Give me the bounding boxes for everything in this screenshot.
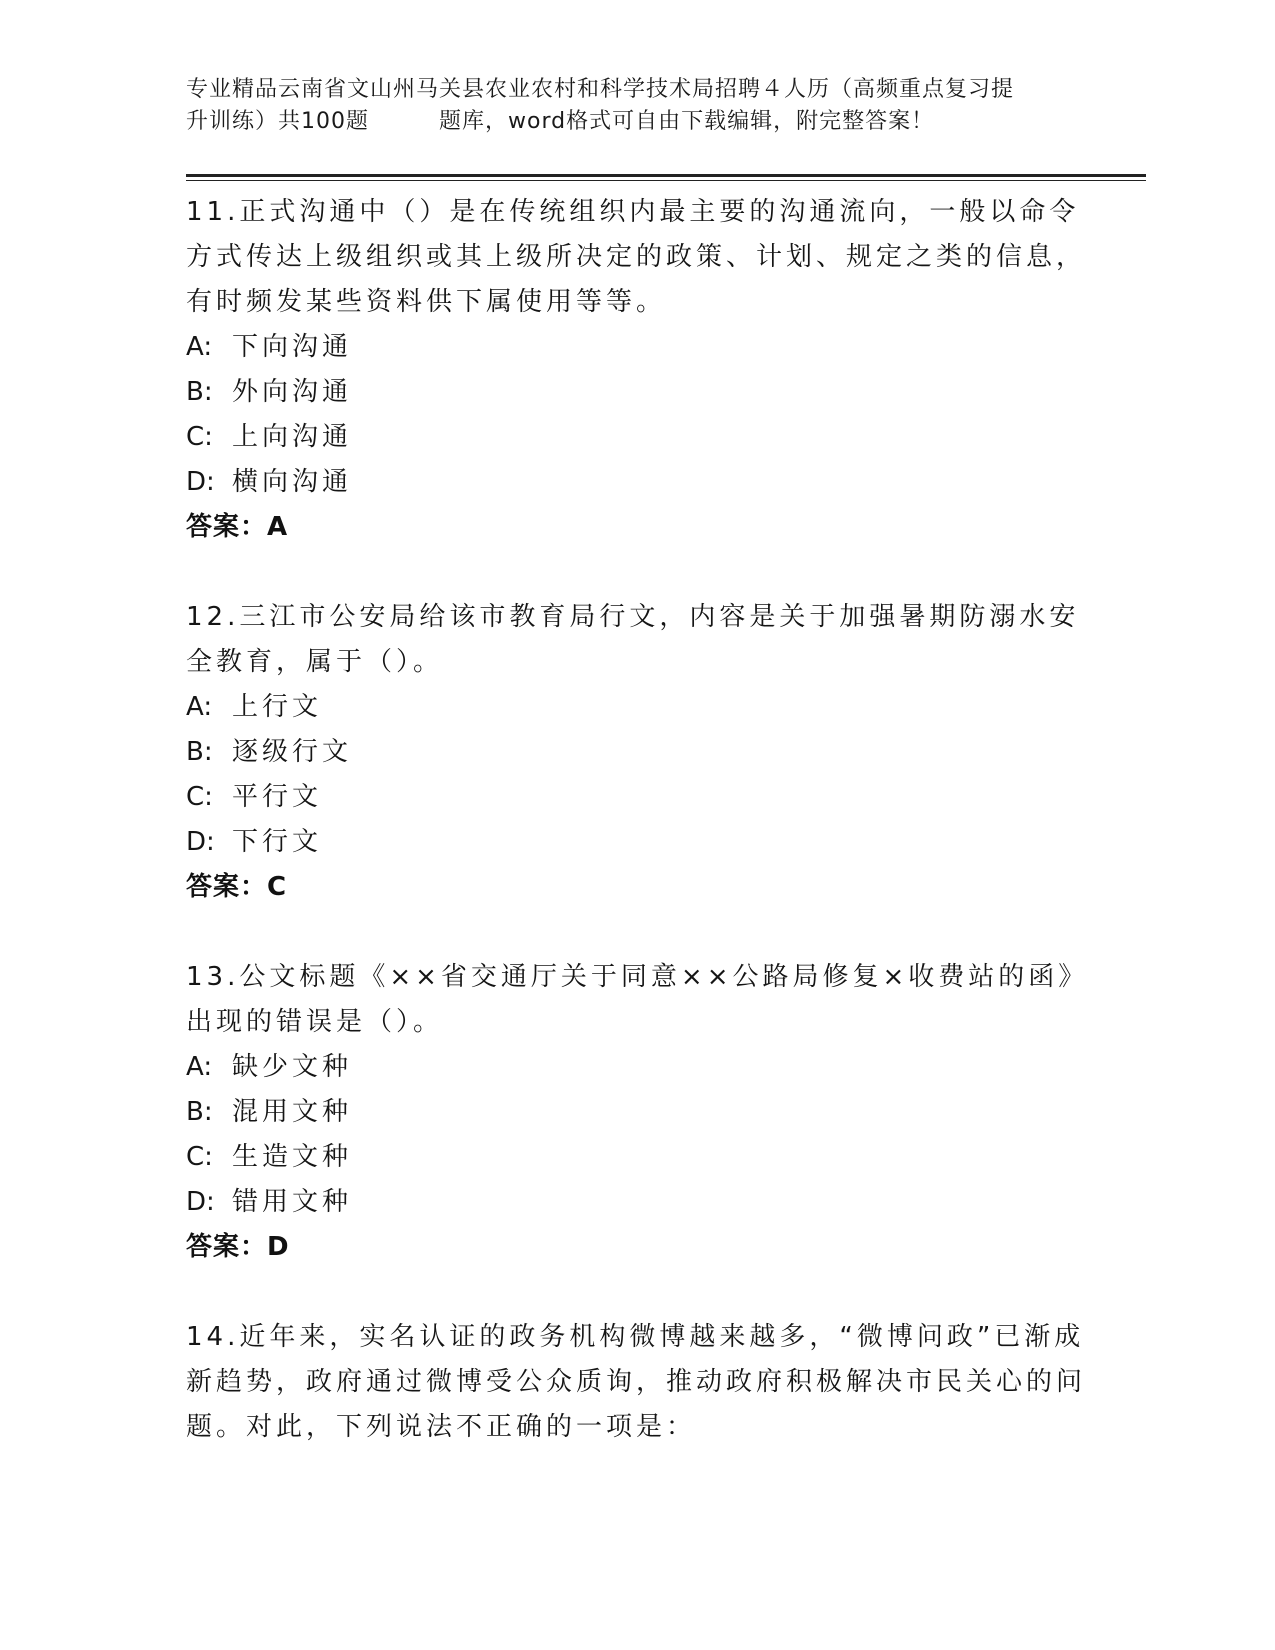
header-divider-thin (186, 180, 1146, 181)
question-stem: 13.公文标题《××省交通厅关于同意××公路局修复×收费站的函》出现的错误是（）。 (186, 962, 1076, 1037)
option-d (186, 1180, 1086, 1225)
question-stem: 14.近年来，实名认证的政务机构微博越来越多，“微博问政”已渐成新趋势，政府通过微博受公众质询，推动政府积极解决市民关心的问题。对此，下列说法不正确的一项是： (186, 1322, 1087, 1442)
option-key: B: (186, 377, 213, 407)
answer-line: 答案：D (186, 1232, 290, 1262)
option-key: A: (186, 332, 213, 362)
option-key: D: (186, 1187, 215, 1217)
header-title-left: 升训练）共100题 (186, 109, 369, 134)
option-key: A: (186, 1052, 213, 1082)
option-d (186, 820, 1086, 865)
option-b (186, 370, 1086, 415)
option-b (186, 730, 1086, 775)
question-list (186, 190, 1086, 1450)
option-key: C: (186, 422, 213, 452)
option-text: 横向沟通 (232, 467, 353, 497)
option-text: 下行文 (232, 827, 323, 857)
option-key: B: (186, 737, 213, 767)
option-a (186, 1045, 1086, 1090)
option-d (186, 460, 1086, 505)
option-text: 混用文种 (232, 1097, 353, 1127)
option-text: 错用文种 (232, 1187, 353, 1217)
option-text: 生造文种 (232, 1142, 353, 1172)
option-text: 逐级行文 (232, 737, 353, 767)
option-b (186, 1090, 1086, 1135)
answer-line: 答案：C (186, 872, 288, 902)
option-text: 下向沟通 (232, 332, 353, 362)
option-c (186, 1135, 1086, 1180)
header-title-line2 (186, 106, 1106, 138)
question-11 (186, 190, 1086, 550)
option-text: 缺少文种 (232, 1052, 353, 1082)
question-14 (186, 1315, 1086, 1450)
header-title-line1: 专业精品云南省文山州马关县农业农村和科学技术局招聘４人历（高频重点复习提 (186, 77, 1015, 102)
option-text: 平行文 (232, 782, 323, 812)
option-key: C: (186, 1142, 213, 1172)
question-12 (186, 595, 1086, 910)
question-stem: 12.三江市公安局给该市教育局行文，内容是关于加强暑期防溺水安全教育，属于（）。 (186, 602, 1080, 677)
page-header (186, 74, 1106, 138)
header-divider-thick (186, 174, 1146, 177)
option-text: 外向沟通 (232, 377, 353, 407)
header-title-right: 题库，word格式可自由下载编辑，附完整答案！ (439, 109, 935, 134)
option-text: 上向沟通 (232, 422, 353, 452)
option-key: A: (186, 692, 213, 722)
option-text: 上行文 (232, 692, 323, 722)
option-key: B: (186, 1097, 213, 1127)
option-key: D: (186, 827, 215, 857)
option-key: D: (186, 467, 215, 497)
answer-line: 答案：A (186, 512, 289, 542)
question-13 (186, 955, 1086, 1270)
option-a (186, 685, 1086, 730)
question-stem: 11.正式沟通中（）是在传统组织内最主要的沟通流向，一般以命令方式传达上级组织或其上级所决定的政策、计划、规定之类的信息，有时频发某些资料供下属使用等等。 (186, 197, 1087, 317)
option-key: C: (186, 782, 213, 812)
option-a (186, 325, 1086, 370)
option-c (186, 415, 1086, 460)
option-c (186, 775, 1086, 820)
